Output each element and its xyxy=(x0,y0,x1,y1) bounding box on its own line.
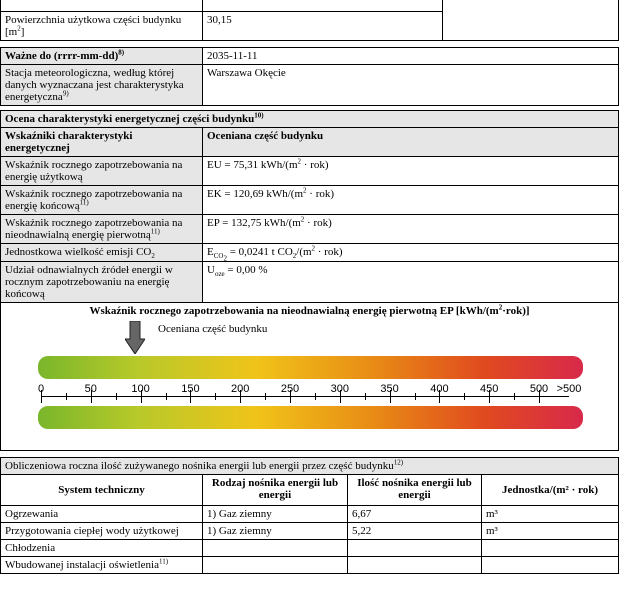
marker-label: Oceniana część budynku xyxy=(158,322,268,335)
amount-header: Ilość nośnika energii lub energii xyxy=(348,474,482,505)
co2-value: $E_{CO_2} = 0,0241$ t $CO_2/(m^2 \cdot rok)$ xyxy=(203,244,619,262)
station-label: Stacja meteorologiczna, według której danych wyznaczana jest charakterystyka energetyczna$^{9)}$ xyxy=(1,65,203,106)
scale-tick-label: 150 xyxy=(181,382,200,395)
scale-tick xyxy=(415,393,416,400)
cut-label xyxy=(1,0,203,12)
scale-tick-label: >500 xyxy=(556,382,582,395)
ep-value: EP = 132,75 kWh/$(m^2 \cdot rok)$ xyxy=(203,215,619,244)
oze-value: $U_{oze} = 0,00$ % xyxy=(203,261,619,302)
scale-tick xyxy=(116,393,117,400)
scale-tick-label: 400 xyxy=(430,382,449,395)
scale-tick-label: 350 xyxy=(380,382,399,395)
scale-tick-label: 50 xyxy=(84,382,97,395)
assessment-title: Ocena charakterystyki energetycznej części budynku$^{10)}$ xyxy=(1,111,619,128)
scale-tick-label: 200 xyxy=(231,382,250,395)
scale-tick xyxy=(265,393,266,400)
scale-tick xyxy=(66,393,67,400)
valid-label: Ważne do (rrrr-mm-dd)$^{8)}$ xyxy=(1,48,203,65)
scale-tick xyxy=(166,393,167,400)
scale-tick-label: 100 xyxy=(131,382,150,395)
system-header: System techniczny xyxy=(1,474,203,505)
scale-tick-label: 450 xyxy=(480,382,499,395)
scale-title: Wskaźnik rocznego zapotrzebowania na nieodnawialną energię pierwotną EP $[kWh/(m^2\cdot rok)]$ xyxy=(89,302,530,317)
validity-table xyxy=(0,47,619,106)
assessment-table xyxy=(0,110,619,303)
scale-tick xyxy=(365,393,366,400)
oze-label: Udział odnawialnych źródeł energii w rocznym zapotrzebowaniu na energię końcową xyxy=(1,261,203,302)
scale-tick xyxy=(315,393,316,400)
scale-tick-label: 300 xyxy=(330,382,349,395)
gradient-bar-top xyxy=(38,356,583,379)
usage-title: Obliczeniowa roczna ilość zużywanego nośnika energii lub energii przez część budynku$^{12)}$ xyxy=(1,457,619,474)
valid-value: 2035-11-11 xyxy=(203,48,619,65)
scale-tick xyxy=(215,393,216,400)
ep-label: Wskaźnik rocznego zapotrzebowania na nieodnawialną energię pierwotną$^{11)}$ xyxy=(1,215,203,244)
unit-header: Jednostka/(m² · rok) xyxy=(482,474,619,505)
scale-tick-label: 250 xyxy=(280,382,300,395)
indicators-header: Wskaźniki charakterystyki energetycznej xyxy=(1,128,203,157)
scale-tick-label: 0 xyxy=(37,382,45,395)
marker-arrow-icon xyxy=(125,321,145,354)
building-info-table xyxy=(0,0,619,41)
table-row: Ogrzewania 1) Gaz ziemny 6,67 m³ xyxy=(1,505,619,522)
carrier-header: Rodzaj nośnika energii lub energii xyxy=(203,474,348,505)
table-row: Chłodzenia xyxy=(1,539,619,556)
assessed-part-header: Oceniana część budynku xyxy=(203,128,619,157)
ep-scale xyxy=(0,303,619,451)
scale-tick xyxy=(514,393,515,400)
scale-tick xyxy=(464,393,465,400)
eu-value: EU = 75,31 kWh/$(m^2 \cdot rok)$ xyxy=(203,157,619,186)
scale-tick-label: 500 xyxy=(529,382,549,395)
station-value: Warszawa Okęcie xyxy=(203,65,619,106)
ek-label: Wskaźnik rocznego zapotrzebowania na energię końcową$^{11)}$ xyxy=(1,186,203,215)
eu-label: Wskaźnik rocznego zapotrzebowania na energię użytkową xyxy=(1,157,203,186)
table-row: Wbudowanej instalacji oświetlenia$^{11)}$ xyxy=(1,556,619,573)
usage-table xyxy=(0,457,619,574)
ek-value: EK = 120,69 kWh/$(m^2 \cdot rok)$ xyxy=(203,186,619,215)
area-label: Powierzchnia użytkowa części budynku $[m^2]$ xyxy=(1,12,203,41)
area-value: 30,15 xyxy=(203,12,443,41)
table-row: Przygotowania ciepłej wody użytkowej 1) Gaz ziemny 5,22 m³ xyxy=(1,522,619,539)
co2-label: Jednostkowa wielkość emisji $CO_2$ xyxy=(1,244,203,262)
gradient-bar-bottom xyxy=(38,406,583,429)
